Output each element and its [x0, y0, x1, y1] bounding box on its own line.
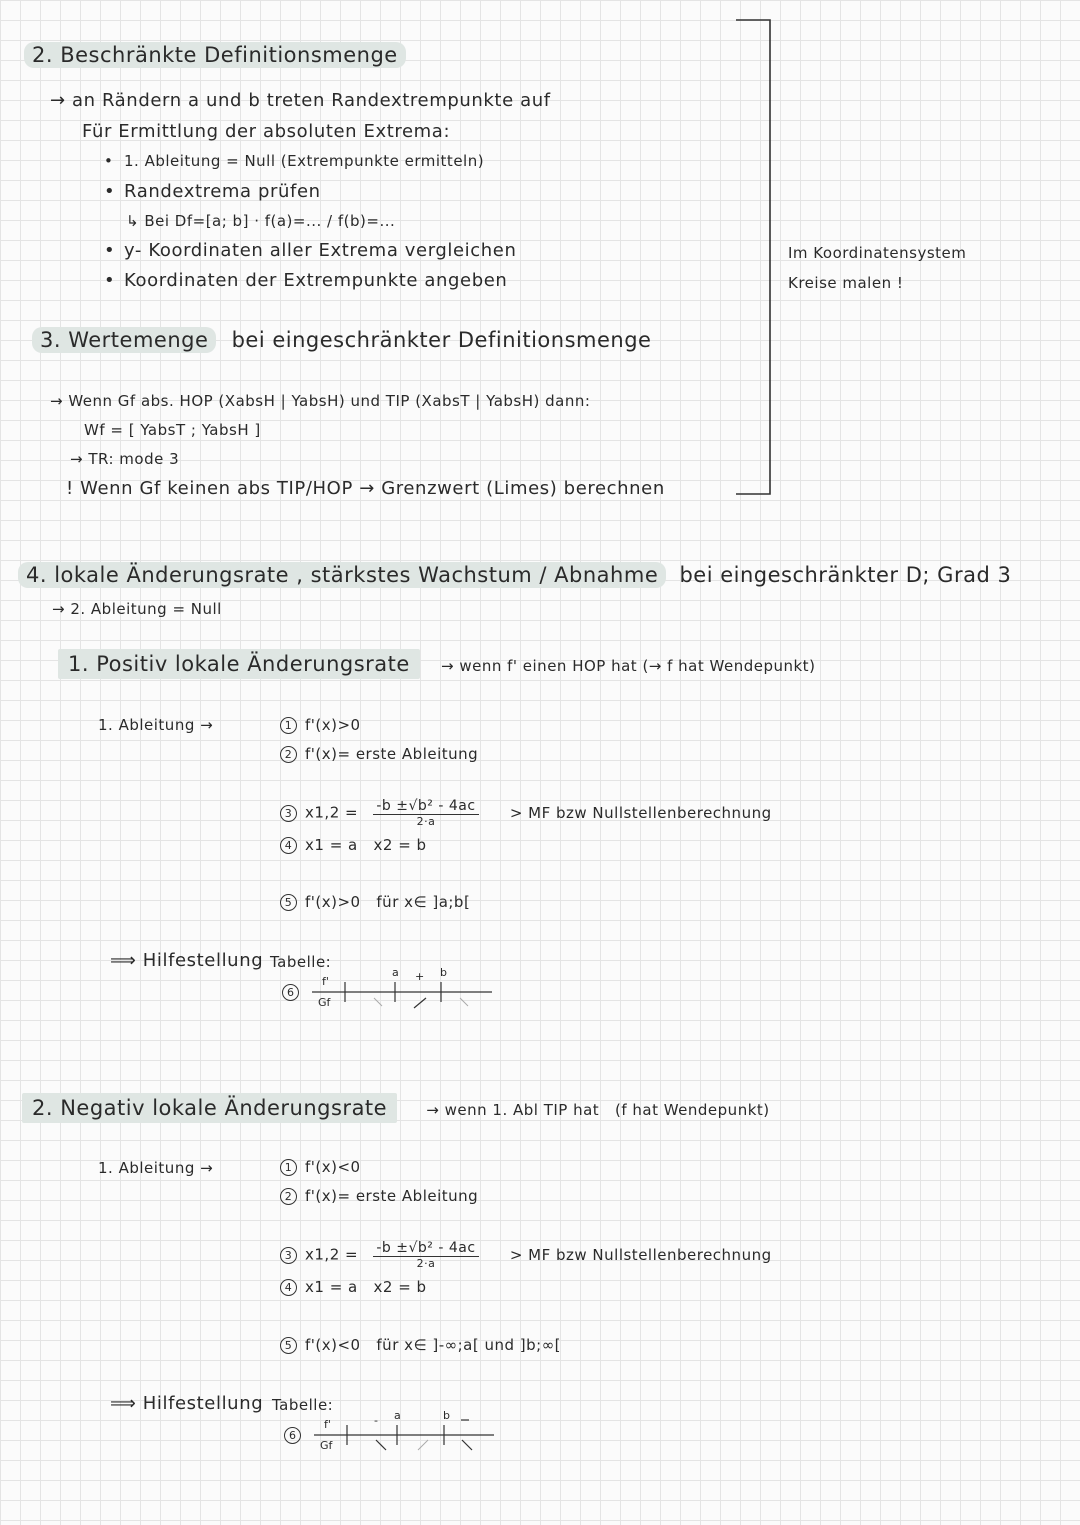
neg-heading-rest: → wenn 1. Abl TIP hat (f hat Wendepunkt) [426, 1101, 770, 1119]
neg-step2-text: f'(x)= erste Ableitung [305, 1187, 479, 1205]
step-number: 5 [280, 1337, 297, 1354]
section3-line4: ! Wenn Gf keinen abs TIP/HOP → Grenzwert (Limes) berechnen [66, 478, 665, 499]
pos-label: 1. Ableitung → [98, 716, 214, 734]
pos-tabelle: Tabelle: [270, 953, 332, 971]
step-number: 2 [280, 746, 297, 763]
neg-table-a: a [394, 1409, 401, 1422]
section3-heading-rest: bei eingeschränkter Definitionsmenge [231, 328, 652, 352]
neg-step4-text: x1 = a x2 = b [305, 1278, 427, 1296]
neg-hilfe: ⟹ Hilfestellung [110, 1393, 264, 1414]
step-number: 3 [280, 805, 297, 822]
section2-bullet-4: • Koordinaten der Extrempunkte angeben [124, 270, 507, 291]
neg-step5-text: f'(x)<0 für x∈ ]-∞;a[ und ]b;∞[ [305, 1336, 562, 1354]
step-number: 4 [280, 837, 297, 854]
neg-table-b: b [443, 1409, 450, 1422]
step-number: 6 [284, 1427, 301, 1444]
pos-frac-den: 2·a [416, 815, 436, 828]
section4-line1: → 2. Ableitung = Null [52, 600, 222, 618]
section2-heading: 2. Beschränkte Definitionsmenge [24, 42, 406, 68]
step-number: 4 [280, 1279, 297, 1296]
pos-hilfe: ⟹ Hilfestellung [110, 950, 264, 971]
section3-heading: 3. Wertemenge [32, 327, 216, 353]
neg-heading: 2. Negativ lokale Änderungsrate [22, 1093, 397, 1123]
section2-sub: ↳ Bei Df=[a; b] · f(a)=... / f(b)=... [126, 212, 396, 230]
pos-step2-text: f'(x)= erste Ableitung [305, 745, 479, 763]
section3-line2: Wf = [ YabsT ; YabsH ] [84, 421, 261, 439]
pos-table-f: f' [322, 975, 329, 988]
pos-heading: 1. Positiv lokale Änderungsrate [58, 649, 420, 679]
sidenote-line2: Kreise malen ! [788, 274, 904, 292]
pos-step4-text: x1 = a x2 = b [305, 836, 427, 854]
pos-table-g: Gf [318, 996, 331, 1009]
neg-label: 1. Ableitung → [98, 1159, 214, 1177]
pos-step3-lhs: x1,2 = [305, 803, 359, 822]
neg-table-g: Gf [320, 1439, 333, 1452]
sidenote-line1: Im Koordinatensystem [788, 244, 967, 262]
pos-table-sign: + [415, 970, 425, 983]
step-number: 1 [280, 1159, 297, 1176]
neg-step3-lhs: x1,2 = [305, 1245, 359, 1264]
neg-step1-text: f'(x)<0 [305, 1158, 361, 1176]
section3-line1: → Wenn Gf abs. HOP (XabsH | YabsH) und TIP (XabsT | YabsH) dann: [50, 392, 591, 410]
step-number: 2 [280, 1188, 297, 1205]
pos-step1-text: f'(x)>0 [305, 716, 361, 734]
step-number: 6 [282, 984, 299, 1001]
neg-tabelle: Tabelle: [272, 1396, 334, 1414]
section2-line2: Für Ermittlung der absoluten Extrema: [82, 121, 451, 142]
section2-bullet-2: • Randextrema prüfen [124, 181, 321, 202]
step-number: 3 [280, 1247, 297, 1264]
section2-line1: → an Rändern a und b treten Randextrempunkte auf [50, 90, 551, 111]
pos-table-a: a [392, 966, 399, 979]
section4-heading: 4. lokale Änderungsrate , stärkstes Wachstum / Abnahme [18, 562, 666, 588]
pos-frac-num: -b ±√b² - 4ac [373, 798, 478, 815]
section2-bullet-1: • 1. Ableitung = Null (Extrempunkte ermitteln) [124, 152, 484, 170]
pos-table-b: b [440, 966, 447, 979]
neg-frac-num: -b ±√b² - 4ac [373, 1240, 478, 1257]
neg-table-f: f' [324, 1418, 331, 1431]
neg-table-sign: - [374, 1414, 378, 1427]
section4-heading-rest: bei eingeschränkter D; Grad 3 [679, 563, 1012, 587]
section3-line3: → TR: mode 3 [70, 450, 180, 468]
neg-frac-den: 2·a [416, 1257, 436, 1270]
section2-bullet-3: • y- Koordinaten aller Extrema vergleichen [124, 240, 516, 261]
step-number: 5 [280, 894, 297, 911]
step-number: 1 [280, 717, 297, 734]
pos-step5-text: f'(x)>0 für x∈ ]a;b[ [305, 893, 471, 911]
pos-step3-rhs: > MF bzw Nullstellenberechnung [509, 803, 772, 822]
neg-step3-rhs: > MF bzw Nullstellenberechnung [509, 1245, 772, 1264]
pos-heading-rest: → wenn f' einen HOP hat (→ f hat Wendepunkt) [441, 657, 816, 675]
